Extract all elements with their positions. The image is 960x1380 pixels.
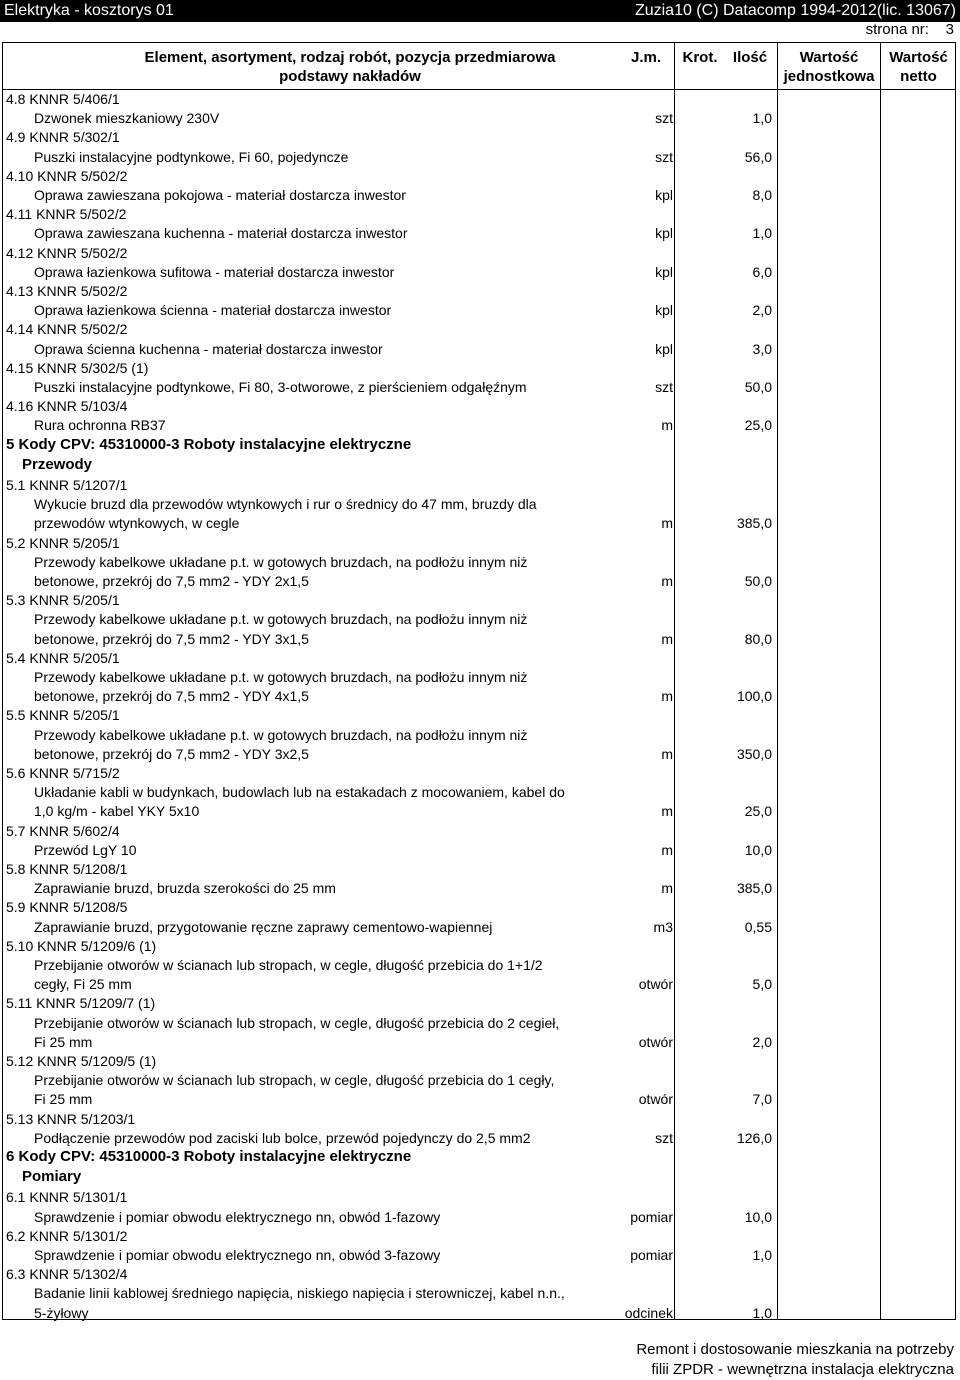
- header-krot: Krot.: [682, 49, 718, 66]
- item-reference: 5.3 KNNR 5/205/1: [6, 592, 120, 609]
- item-reference: 4.12 KNNR 5/502/2: [6, 244, 128, 261]
- document-title: Elektryka - kosztorys 01: [4, 2, 174, 19]
- item-unit: szt: [655, 148, 673, 165]
- item-quantity: 100,0: [736, 688, 772, 705]
- item-unit: odcinek: [624, 1304, 673, 1321]
- item-unit: m: [661, 515, 673, 532]
- item-description: Przebijanie otworów w ścianach lub stropach, w cegle, długość przebicia do 2 cegieł,: [34, 1014, 560, 1031]
- item-quantity: 1,0: [752, 1247, 772, 1263]
- item-quantity: 6,0: [752, 263, 772, 280]
- item-quantity: 56,0: [744, 148, 772, 165]
- header-qty: Ilość: [732, 49, 768, 66]
- item-reference: 4.10 KNNR 5/502/2: [6, 167, 128, 184]
- item-description: Puszki instalacyjne podtynkowe, Fi 60, pojedyncze: [34, 148, 349, 165]
- item-quantity: 350,0: [736, 745, 772, 762]
- item-description: betonowe, przekrój do 7,5 mm2 - YDY 3x1,5: [34, 630, 309, 647]
- item-reference: 5.5 KNNR 5/205/1: [6, 707, 120, 724]
- item-description: Przebijanie otworów w ścianach lub stropach, w cegle, długość przebicia do 1 cegły,: [34, 1072, 555, 1089]
- item-reference: 5.4 KNNR 5/205/1: [6, 649, 120, 666]
- item-unit: pomiar: [630, 1208, 673, 1225]
- item-description: Sprawdzenie i pomiar obwodu elektrycznego nn, obwód 1-fazowy: [34, 1208, 441, 1225]
- item-unit: kpl: [655, 225, 673, 242]
- item-unit: otwór: [638, 1033, 673, 1050]
- item-reference: 4.14 KNNR 5/502/2: [6, 321, 128, 338]
- item-quantity: 0,55: [744, 918, 772, 935]
- item-unit: szt: [655, 110, 673, 127]
- section-subtitle: Przewody: [22, 455, 93, 473]
- item-reference: 5.13 KNNR 5/1203/1: [6, 1110, 136, 1127]
- header-unit-value: Wartość jednostkowa: [783, 49, 875, 85]
- title-bar: [0, 0, 960, 22]
- section-subtitle: Pomiary: [22, 1168, 82, 1186]
- item-reference: 6.2 KNNR 5/1301/2: [6, 1227, 128, 1244]
- item-description: Oprawa łazienkowa sufitowa - materiał dostarcza inwestor: [34, 263, 395, 280]
- item-description: Sprawdzenie i pomiar obwodu elektrycznego nn, obwód 3-fazowy: [34, 1247, 441, 1263]
- item-quantity: 385,0: [736, 880, 772, 897]
- item-unit: m: [661, 688, 673, 705]
- header-element: Element, asortyment, rodzaj robót, pozycja przedmiarowa podstawy nakładów: [144, 49, 556, 85]
- item-unit: kpl: [655, 187, 673, 203]
- item-reference: 4.13 KNNR 5/502/2: [6, 283, 128, 299]
- item-quantity: 25,0: [744, 417, 772, 434]
- item-quantity: 10,0: [744, 841, 772, 858]
- item-unit: m: [661, 841, 673, 858]
- item-unit: kpl: [655, 340, 673, 357]
- item-description: Przewody kabelkowe układane p.t. w gotowych bruzdach, na podłożu innym niż: [34, 553, 528, 570]
- item-quantity: 80,0: [744, 630, 772, 647]
- item-description: Zaprawianie bruzd, przygotowanie ręczne zaprawy cementowo-wapiennej: [34, 918, 493, 935]
- item-description: betonowe, przekrój do 7,5 mm2 - YDY 4x1,5: [34, 688, 309, 705]
- item-reference: 5.11 KNNR 5/1209/7 (1): [6, 995, 156, 1012]
- header-divider: [2, 89, 956, 90]
- section-title: 5 Kody CPV: 45310000-3 Roboty instalacyjne elektryczne: [6, 435, 412, 453]
- item-quantity: 1,0: [752, 110, 772, 127]
- item-reference: 4.11 KNNR 5/502/2: [6, 206, 127, 223]
- item-quantity: 126,0: [736, 1129, 772, 1146]
- column-divider: [777, 42, 778, 1320]
- item-description: Rura ochronna RB37: [34, 417, 166, 434]
- header-net-value: Wartość netto: [889, 49, 948, 85]
- item-reference: 4.9 KNNR 5/302/1: [6, 129, 120, 146]
- item-description: Podłączenie przewodów pod zaciski lub bolce, przewód pojedynczy do 2,5 mm2: [34, 1129, 531, 1146]
- license-info: Zuzia10 (C) Datacomp 1994-2012(lic. 13067): [634, 2, 956, 19]
- item-reference: 4.15 KNNR 5/302/5 (1): [6, 359, 149, 376]
- item-quantity: 1,0: [752, 225, 772, 242]
- item-description: przewodów wtynkowych, w cegle: [34, 515, 240, 532]
- item-quantity: 7,0: [752, 1091, 772, 1108]
- column-divider: [880, 42, 881, 1320]
- item-reference: 5.10 KNNR 5/1209/6 (1): [6, 937, 157, 954]
- item-quantity: 25,0: [744, 803, 772, 820]
- item-description: Układanie kabli w budynkach, budowlach lub na estakadach z mocowaniem, kabel do: [34, 784, 565, 801]
- item-quantity: 50,0: [744, 379, 772, 395]
- section-title: 6 Kody CPV: 45310000-3 Roboty instalacyjne elektryczne: [6, 1148, 412, 1165]
- item-quantity: 5,0: [752, 976, 772, 993]
- item-description: Wykucie bruzd dla przewodów wtynkowych i rur o średnicy do 47 mm, bruzdy dla: [34, 496, 537, 513]
- page-number: strona nr: 3: [865, 21, 954, 38]
- footer-line1: Remont i dostosowanie mieszkania na potrzeby: [636, 1341, 954, 1358]
- item-reference: 4.8 KNNR 5/406/1: [6, 91, 120, 107]
- header-unit: J.m.: [630, 49, 661, 66]
- item-unit: otwór: [638, 976, 673, 993]
- item-reference: 5.2 KNNR 5/205/1: [6, 534, 120, 551]
- item-quantity: 8,0: [752, 187, 772, 203]
- item-unit: m: [661, 880, 673, 897]
- footer-line2: filii ZPDR - wewnętrzna instalacja elektryczna: [651, 1361, 954, 1378]
- item-reference: 5.8 KNNR 5/1208/1: [6, 861, 128, 877]
- item-unit: szt: [655, 1129, 673, 1146]
- item-quantity: 2,0: [752, 1033, 772, 1050]
- item-description: Przebijanie otworów w ścianach lub stropach, w cegle, długość przebicia do 1+1/2: [34, 957, 543, 973]
- item-description: Oprawa zawieszana pokojowa - materiał dostarcza inwestor: [34, 187, 406, 203]
- item-reference: 5.9 KNNR 5/1208/5: [6, 899, 128, 916]
- item-description: Puszki instalacyjne podtynkowe, Fi 80, 3-otworowe, z pierścieniem odgałęźnym: [34, 379, 527, 395]
- item-reference: 5.7 KNNR 5/602/4: [6, 822, 120, 839]
- item-unit: m: [661, 573, 673, 589]
- item-reference: 6.1 KNNR 5/1301/1: [6, 1189, 128, 1206]
- item-description: Zaprawianie bruzd, bruzda szerokości do 25 mm: [34, 880, 336, 897]
- item-quantity: 10,0: [744, 1208, 772, 1225]
- item-description: Przewody kabelkowe układane p.t. w gotowych bruzdach, na podłożu innym niż: [34, 726, 528, 743]
- item-unit: szt: [655, 379, 673, 395]
- item-unit: kpl: [655, 263, 673, 280]
- item-description: Oprawa łazienkowa ścienna - materiał dostarcza inwestor: [34, 302, 392, 319]
- item-description: betonowe, przekrój do 7,5 mm2 - YDY 2x1,5: [34, 573, 309, 589]
- item-description: Przewody kabelkowe układane p.t. w gotowych bruzdach, na podłożu innym niż: [34, 669, 528, 685]
- item-quantity: 1,0: [752, 1304, 772, 1321]
- item-description: Przewód LgY 10: [34, 841, 137, 858]
- item-unit: m: [661, 630, 673, 647]
- item-reference: 4.16 KNNR 5/103/4: [6, 398, 128, 415]
- item-unit: m: [661, 417, 673, 434]
- item-reference: 6.3 KNNR 5/1302/4: [6, 1266, 128, 1283]
- item-unit: pomiar: [630, 1247, 673, 1263]
- item-unit: m: [661, 745, 673, 762]
- item-reference: 5.1 KNNR 5/1207/1: [6, 477, 128, 493]
- item-description: Dzwonek mieszkaniowy 230V: [34, 110, 220, 127]
- item-reference: 5.12 KNNR 5/1209/5 (1): [6, 1053, 157, 1069]
- item-description: Przewody kabelkowe układane p.t. w gotowych bruzdach, na podłożu innym niż: [34, 611, 528, 628]
- item-unit: kpl: [655, 302, 673, 319]
- item-quantity: 50,0: [744, 573, 772, 589]
- item-unit: otwór: [638, 1091, 673, 1108]
- item-description: Fi 25 mm: [34, 1033, 93, 1050]
- item-quantity: 3,0: [752, 340, 772, 357]
- item-quantity: 2,0: [752, 302, 772, 319]
- item-description: Badanie linii kablowej średniego napięcia, niskiego napięcia i sterowniczej, kabel n.n.,: [34, 1285, 565, 1302]
- item-quantity: 385,0: [736, 515, 772, 532]
- item-description: betonowe, przekrój do 7,5 mm2 - YDY 3x2,5: [34, 745, 309, 762]
- item-description: cegły, Fi 25 mm: [34, 976, 132, 993]
- item-description: 5-żyłowy: [34, 1304, 89, 1321]
- item-unit: m3: [653, 918, 673, 935]
- item-reference: 5.6 KNNR 5/715/2: [6, 765, 120, 781]
- item-description: 1,0 kg/m - kabel YKY 5x10: [34, 803, 200, 820]
- item-unit: m: [661, 803, 673, 820]
- column-divider: [674, 42, 675, 1320]
- item-description: Oprawa ścienna kuchenna - materiał dostarcza inwestor: [34, 340, 383, 357]
- item-description: Oprawa zawieszana kuchenna - materiał dostarcza inwestor: [34, 225, 408, 242]
- item-description: Fi 25 mm: [34, 1091, 93, 1108]
